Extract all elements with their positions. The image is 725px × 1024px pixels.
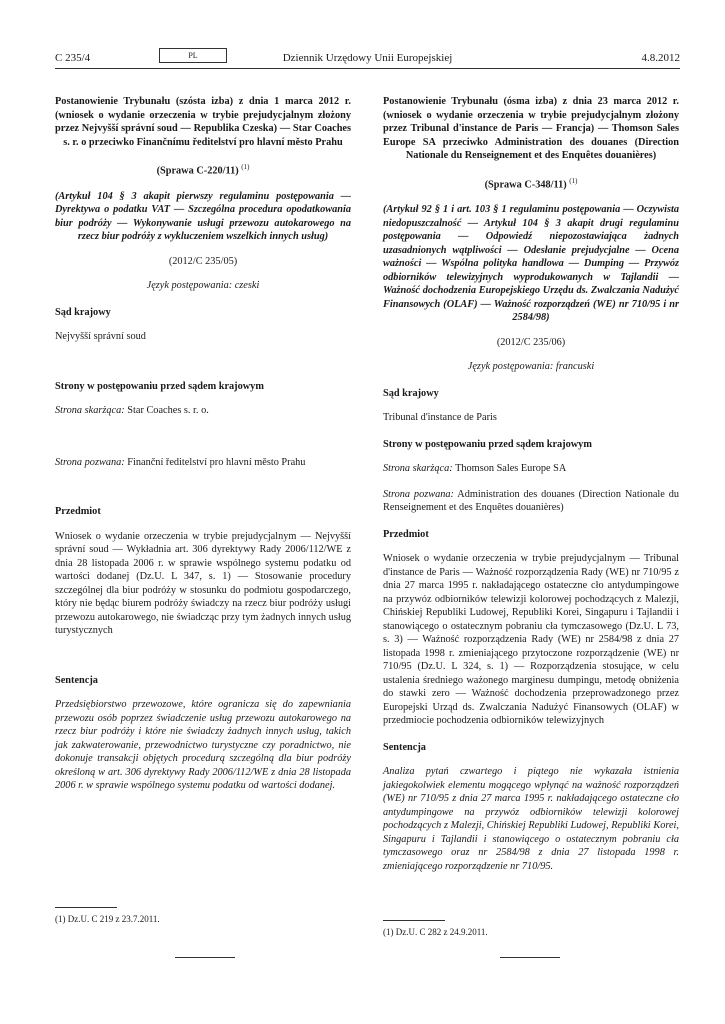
footnote-ref[interactable]: (1): [569, 176, 578, 185]
bottom-rule: [500, 957, 560, 958]
right-column: [383, 95, 679, 873]
plaintiff: Strona skarżąca: Star Coaches s. r. o.: [55, 405, 209, 417]
bottom-rule: [175, 957, 235, 958]
parties-heading: Strony w postępowaniu przed sądem krajowym: [55, 380, 264, 392]
subject-heading: Przedmiot: [55, 506, 101, 518]
ruling-heading: Sentencja: [55, 674, 98, 686]
court-heading: Sąd krajowy: [383, 387, 439, 399]
header-rule: [55, 68, 680, 69]
subject-text: Wniosek o wydanie orzeczenia w trybie prejudycjalnym — Tribunal d'instance de Paris — Ważność rozporządzenia Rady (WE) nr 710/95 z dnia 27 marca 1995 r. nakładającego ostateczne cło antydumpingowe na przywóz odbiorników telewizji kolorowej pochodzących z Malezji, Chińskiej Republiki Ludowej, Republiki Korei, Singapuru i Tajlandii i stanowiącego o ostatecznym pobraniu cła tymczasowego (Dz.U. L 73, s. 3) — Ważność rozporządzenia Rady (WE) nr 2584/98 z dnia 27 listopada 1998 r. zmieniającego przytoczone rozporządzenie (WE) nr 710/95 (Dz.U. L 324, s. 1) — Rozporządzenia stosujące, w celu ustalenia średniego ważonego marginesu dumpingu, metodę obniżenia do stawki zero — Ważność dochodzenia przeprowadzonego przez Europejski Urząd ds. Zwalczania Nadużyć Finansowych (OLAF) w przedmiocie pochodzenia odbiorników telewizyjnych: [383, 553, 679, 727]
order-title: Postanowienie Trybunału (szósta izba) z dnia 1 marca 2012 r. (wniosek o wydanie orzeczenia w trybie prejudycjalnym złożony przez Nejvyšší správní soud — Republika Czeska) — Star Coaches s. r. o przeciwko Finančnímu ředitelství pro hlavní město Prahu: [55, 96, 351, 148]
keywords: (Artykuł 104 § 3 akapit pierwszy regulaminu postępowania — Dyrektywa o podatku VAT — Szczególna procedura opodatkowania biur podróży — Wykonywanie usługi przewozu autokarowego na rzecz biur podróży z wykluczeniem wszelkich innych usług): [55, 190, 351, 243]
procedure-language: Język postępowania: francuski: [467, 361, 595, 373]
case-number: (Sprawa C-220/11) $^{(1)}$: [156, 163, 250, 177]
footnote-rule: [383, 920, 445, 921]
plaintiff: Strona skarżąca: Thomson Sales Europe SA: [383, 463, 567, 475]
court-name: Nejvyšší správní soud: [55, 331, 146, 343]
publication-date: 4.8.2012: [641, 52, 680, 64]
journal-title: Dziennik Urzędowy Unii Europejskiej: [282, 52, 453, 64]
defendant: Strona pozwana: Administration des douanes (Direction Nationale du Renseignement et des Enquêtes douanières): [383, 488, 680, 514]
case-number: (Sprawa C-348/11) $^{(1)}$: [484, 176, 578, 190]
language-box: PL: [159, 48, 227, 63]
ruling-text: Przedsiębiorstwo przewozowe, które ogranicza się do zapewniania przewozu osób poprzez świadczenie usług przewozu autokarowego na rzecz biur podróży i które nie świadczy żadnych innych usług, takich jak zakwaterowanie, przewodnictwo turystyczne czy poradnictwo, nie dokonuje transakcji objętych procedurą szczególną dla biur podróży określoną w art. 306 dyrektywy Rady 2006/112/WE z dnia 28 listopada 2006 r. w sprawie wspólnego systemu podatku od wartości dodanej.: [55, 699, 351, 792]
court-heading: Sąd krajowy: [55, 306, 111, 318]
court-name: Tribunal d'instance de Paris: [383, 412, 497, 424]
footnote-rule: [55, 907, 117, 908]
procedure-language: Język postępowania: czeski: [146, 280, 260, 292]
subject-heading: Przedmiot: [383, 528, 429, 540]
footnote: (1) Dz.U. C 282 z 24.9.2011.: [383, 927, 488, 937]
page-header: [55, 48, 680, 70]
keywords: (Artykuł 92 § 1 i art. 103 § 1 regulaminu postępowania — Oczywista niedopuszczalność — Artykuł 104 § 3 akapit drugi regulaminu postępowania — Odpowiedź niepozostawiająca żadnych uzasadnionych wątpliwości — Odesłanie prejudycjalne — Ocena ważności — Wspólna polityka handlowa — Dumping — Przywóz odbiorników telewizyjnych wyprodukowanych w Tajlandii — Ważność dochodzenia Europejskiego Urzędu ds. Zwalczania Nadużyć Finansowych (OLAF) — Ważność rozporządzeń (WE) nr 710/95 i nr 2584/98): [383, 204, 679, 324]
defendant: Strona pozwana: Finanční ředitelství pro hlavní město Prahu: [55, 456, 306, 468]
publication-reference: (2012/C 235/06): [496, 336, 566, 348]
footnote: (1) Dz.U. C 219 z 23.7.2011.: [55, 914, 160, 924]
subject-text: Wniosek o wydanie orzeczenia w trybie prejudycjalnym — Nejvyšší správní soud — Wykładnia art. 306 dyrektywy Rady 2006/112/WE z dnia 28 listopada 2006 r. w sprawie wspólnego systemu podatku od wartości dodanej (Dz.U. L 347, s. 1) — Stosowanie procedury szczególnej dla biur podróży w stosunku do podmiotu gospodarczego, który nie będąc biurem podróży świadczy na rzecz biur podróży usługi przewozu autokarowego, nie świadcząc przy tym żadnych innych usług turystycznych: [55, 530, 351, 637]
parties-heading: Strony w postępowaniu przed sądem krajowym: [383, 438, 592, 450]
page-number: C 235/4: [55, 52, 91, 64]
left-column: [55, 95, 351, 793]
publication-reference: (2012/C 235/05): [168, 255, 238, 267]
ruling-heading: Sentencja: [383, 741, 426, 753]
order-title: Postanowienie Trybunału (ósma izba) z dnia 23 marca 2012 r. (wniosek o wydanie orzeczenia w trybie prejudycjalnym złożony przez Tribunal d'instance de Paris — Francja) — Thomson Sales Europe SA przeciwko Administration des douanes (Direction Nationale du Renseignement et des Enquêtes douanières): [383, 96, 679, 161]
footnote-ref[interactable]: (1): [241, 163, 250, 171]
ruling-text: Analiza pytań czwartego i piątego nie wykazała istnienia jakiegokolwiek elementu mogącego wpłynąć na ważność rozporządzeń (WE) nr 710/95 z dnia 27 marca 1995 r. nakładającego ostateczne cło antydumpingowe na przywóz odbiorników telewizji kolorowej pochodzących z Malezji, Chińskiej Republiki Ludowej, Republiki Korei, Singapuru i Tajlandii i stanowiącego o ostatecznym pobraniu cła tymczasowego oraz nr 2584/98 z dnia 27 listopada 1998 r. zmieniającego rozporządzenie nr 710/95.: [383, 766, 679, 872]
